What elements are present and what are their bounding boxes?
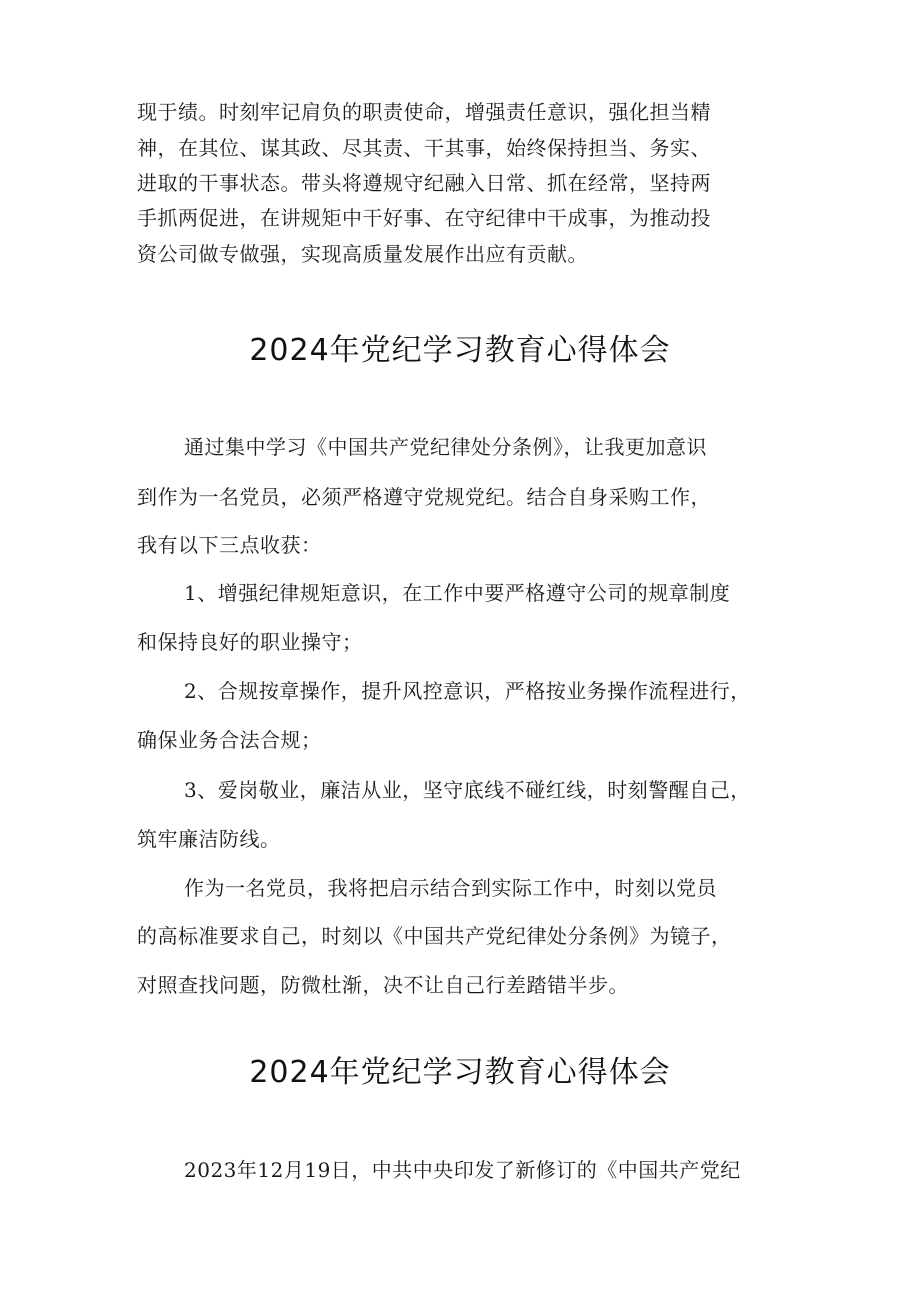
section1-line-8: 3、爱岗敬业，廉洁从业，坚守底线不碰红线，时刻警醒自己， — [184, 778, 751, 802]
section2-line-1: 2023年12月19日，中共中央印发了新修订的《中国共产党纪 — [184, 1158, 741, 1182]
section1-line-2: 到作为一名党员，必须严格遵守党规党纪。结合自身采购工作， — [137, 485, 711, 509]
section1-line-10: 作为一名党员，我将把启示结合到实际工作中，时刻以党员 — [184, 876, 717, 900]
intro-line-5: 资公司做专做强，实现高质量发展作出应有贡献。 — [137, 242, 588, 266]
section1-line-11: 的高标准要求自己，时刻以《中国共产党纪律处分条例》为镜子， — [137, 924, 732, 948]
intro-line-1: 现于绩。时刻牢记肩负的职责使命，增强责任意识，强化担当精 — [137, 100, 711, 124]
section1-line-7: 确保业务合法合规； — [137, 728, 322, 752]
intro-line-3: 进取的干事状态。带头将遵规守纪融入日常、抓在经常，坚持两 — [137, 171, 711, 195]
section1-line-9: 筑牢廉洁防线。 — [137, 827, 281, 851]
section1-line-5: 和保持良好的职业操守； — [137, 630, 363, 654]
section2-title: 2024年党纪学习教育心得体会 — [249, 1055, 671, 1090]
section1-line-6: 2、合规按章操作，提升风控意识，严格按业务操作流程进行， — [184, 679, 751, 703]
section1-line-4: 1、增强纪律规矩意识，在工作中要严格遵守公司的规章制度 — [184, 581, 731, 605]
section1-line-1: 通过集中学习《中国共产党纪律处分条例》，让我更加意识 — [184, 435, 707, 459]
section1-line-3: 我有以下三点收获： — [137, 533, 322, 557]
section1-line-12: 对照查找问题，防微杜渐，决不让自己行差踏错半步。 — [137, 973, 629, 997]
intro-line-2: 神，在其位、谋其政、尽其责、干其事，始终保持担当、务实、 — [137, 136, 711, 160]
intro-line-4: 手抓两促进，在讲规矩中干好事、在守纪律中干成事，为推动投 — [137, 206, 711, 230]
section1-title: 2024年党纪学习教育心得体会 — [249, 333, 671, 368]
